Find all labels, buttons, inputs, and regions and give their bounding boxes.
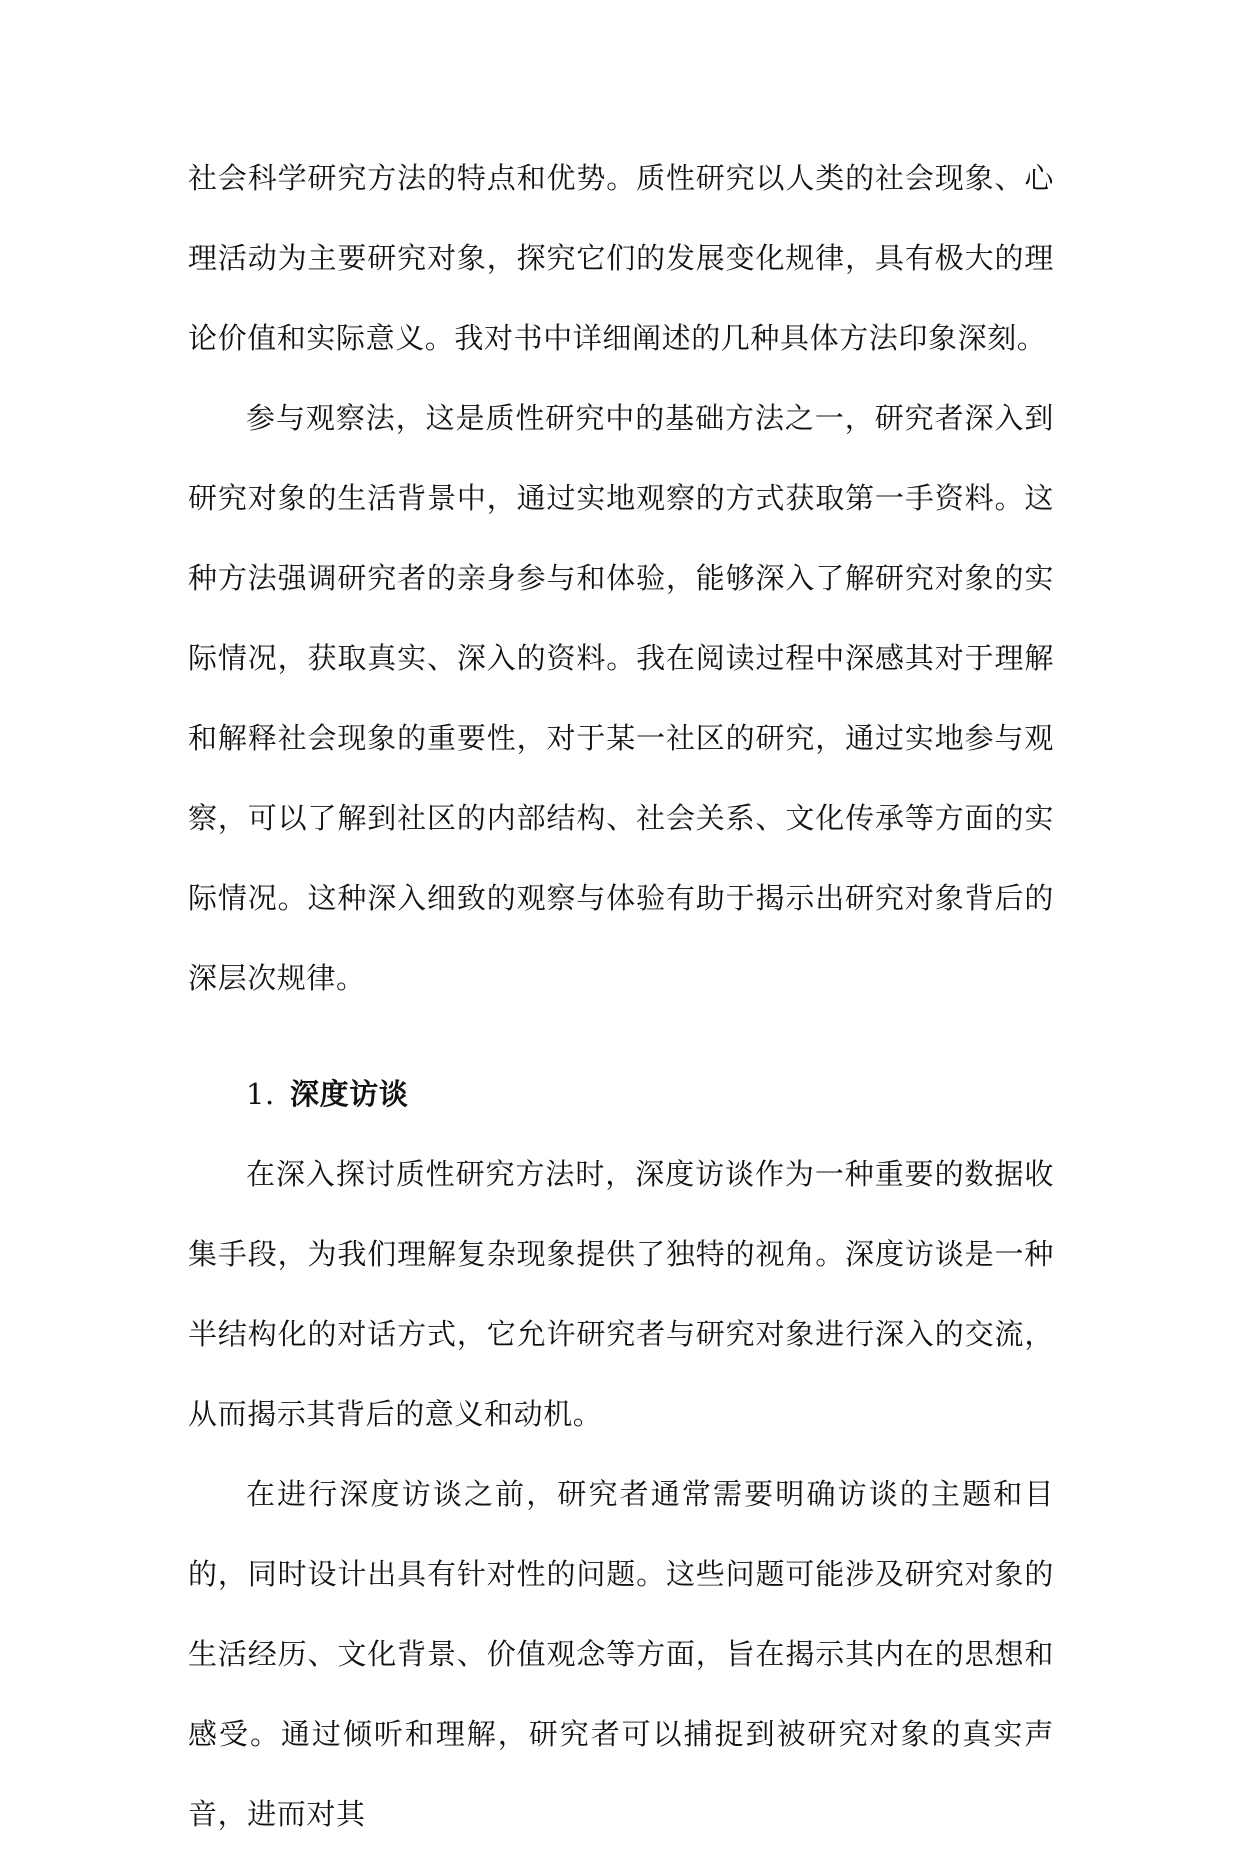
section-title: 深度访谈 — [290, 1077, 409, 1111]
paragraph-participant-observation: 参与观察法，这是质性研究中的基础方法之一，研究者深入到研究对象的生活背景中，通过实地观察的方式获取第一手资料。这种方法强调研究者的亲身参与和体验，能够深入了解研究对象的实际情况，获取真实、深入的资料。我在阅读过程中深感其对于理解和解释社会现象的重要性，对于某一社区的研究，通过实地参与观察，可以了解到社区的内部结构、社会关系、文化传承等方面的实际情况。这种深入细致的观察与体验有助于揭示出研究对象背后的深层次规律。 — [188, 401, 1054, 995]
section-number: 1. — [246, 1077, 275, 1111]
paragraph-in-depth-interview-preparation: 在进行深度访谈之前，研究者通常需要明确访谈的主题和目的，同时设计出具有针对性的问题。这些问题可能涉及研究对象的生活经历、文化背景、价值观念等方面，旨在揭示其内在的思想和感受。通过倾听和理解，研究者可以捕捉到被研究对象的真实声音，进而对其 — [188, 1477, 1054, 1831]
paragraph-intro-continued: 社会科学研究方法的特点和优势。质性研究以人类的社会现象、心理活动为主要研究对象，探究它们的发展变化规律，具有极大的理论价值和实际意义。我对书中详细阐述的几种具体方法印象深刻。 — [188, 161, 1054, 355]
paragraph-in-depth-interview-intro: 在深入探讨质性研究方法时，深度访谈作为一种重要的数据收集手段，为我们理解复杂现象提供了独特的视角。深度访谈是一种半结构化的对话方式，它允许研究者与研究对象进行深入的交流，从而揭示其背后的意义和动机。 — [188, 1157, 1054, 1431]
section-heading-in-depth-interview — [188, 1054, 1054, 1134]
document-body — [188, 138, 1054, 1854]
